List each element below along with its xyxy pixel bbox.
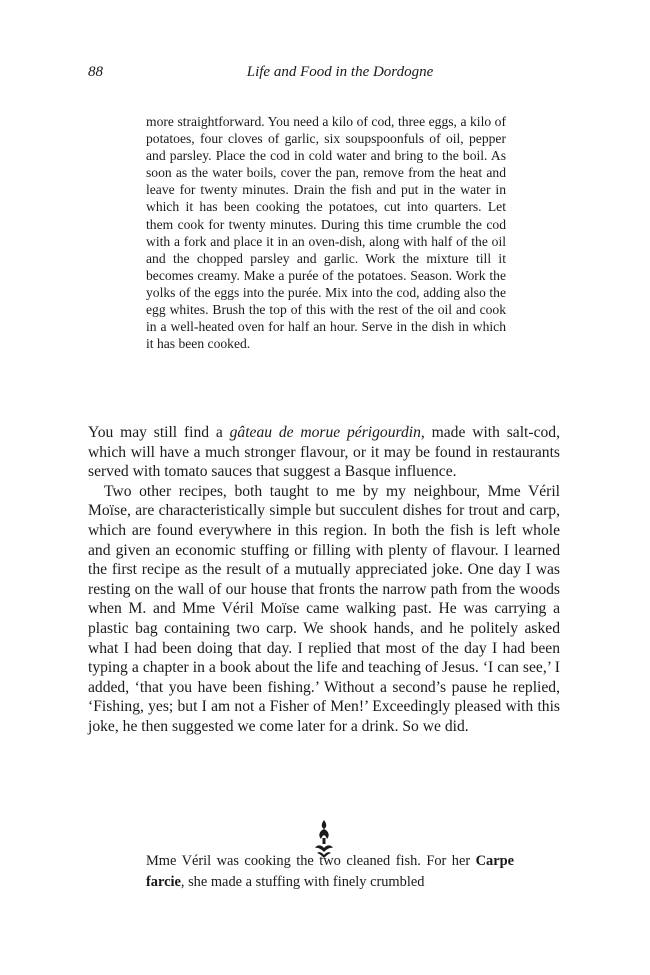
recipe-intro-start: Mme Véril was cooking the two cleaned fish. For her xyxy=(146,853,476,869)
paragraph-gateau-start: You may still find a xyxy=(88,424,230,441)
paragraph-gateau-end: made with salt-cod, which will have a much stronger flavour, or it may be found in restaurants served with tomato sauces that suggest a Basque influence. xyxy=(88,424,560,481)
page-number: 88 xyxy=(88,64,103,80)
recipe-quote-text: more straightforward. You need a kilo of cod, three eggs, a kilo of potatoes, four cloves of garlic, six soupspoonfuls of oil, pepper and parsley. Place the cod in cold water and bring to the boil. As soon as the water boils, cover the pan, remove from the heat and leave for twenty minutes. Drain the fish and put in the water in which it has been cooking the potatoes, cut into quarters. Let them cook for twenty minutes. During this time crumble the cod with a fork and place it in an oven-dish, along with half of the oil and the chopped parsley and garlic. Work the mixture till it becomes creamy. Make a purée of the potatoes. Season. Work the yolks of the eggs into the purée. Mix into the cod, adding also the egg whites. Brush the top of this with the rest of the oil and cook in a well-heated oven for half an hour. Serve in the dish in which it has been cooked. xyxy=(146,114,506,352)
running-title: Life and Food in the Dordogne xyxy=(246,64,434,80)
paragraph-neighbour: Two other recipes, both taught to me by my neighbour, Mme Véril Moïse, are characteristically simple but succulent dishes for trout and carp, which are found everywhere in this region. In both the fish is left whole and given an economic stuffing or filling with plenty of flavour. I learned the first recipe as the result of a mutually appreciated joke. One day I was resting on the wall of our house that fronts the narrow path from the woods when M. and Mme Véril Moïse came walking past. He was carrying a plastic bag containing two carp. We shook hands, and he politely asked what I had been doing that day. I replied that most of the day I had been typing a chapter in a book about the life and teaching of Jesus. ‘I can see,’ I added, ‘that you have been fishing.’ Without a second’s pause he replied, ‘Fishing, yes; but I am not a Fisher of Men!’ Exceedingly pleased with this joke, he then suggested we come later for a drink. So we did. xyxy=(88,482,560,735)
recipe-quote-block xyxy=(146,113,506,352)
carpe-farcie-title: Carpe farcie xyxy=(146,853,514,890)
paragraph-gateau xyxy=(88,423,560,482)
body-text xyxy=(88,423,560,737)
page-header xyxy=(0,64,650,86)
recipe-intro xyxy=(146,851,514,893)
recipe-intro-text xyxy=(146,851,514,893)
recipe-intro-end: , she made a stuffing with finely crumbled xyxy=(180,874,425,890)
gateau-term: gâteau de morue périgourdin, xyxy=(229,424,425,441)
